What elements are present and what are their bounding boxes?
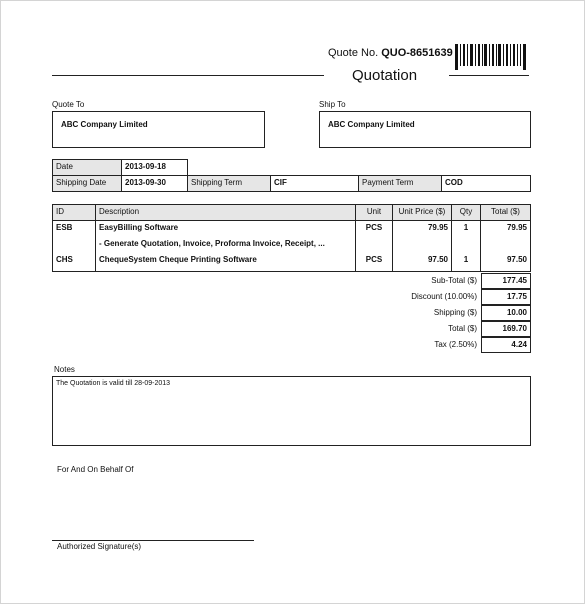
table-row-description-detail: - Generate Quotation, Invoice, Proforma Invoice, Receipt, ... — [99, 239, 325, 248]
table-row-id: ESB — [56, 223, 73, 232]
header-rule-right — [449, 75, 529, 76]
table-row-total: 97.50 — [506, 255, 527, 264]
table-row-unit: PCS — [365, 255, 383, 264]
shipping-date-value: 2013-09-30 — [121, 175, 188, 192]
discount-label: Discount (10.00%) — [411, 292, 477, 301]
quote-to-label: Quote To — [52, 100, 85, 109]
shipping-term-value: CIF — [270, 175, 359, 192]
shipping-date-label: Shipping Date — [52, 175, 122, 192]
total-label: Total ($) — [448, 324, 477, 333]
ship-to-label: Ship To — [319, 100, 346, 109]
date-label: Date — [52, 159, 122, 176]
quote-number-label: Quote No. — [328, 47, 379, 59]
tax-label: Tax (2.50%) — [434, 340, 477, 349]
behalf-text: For And On Behalf Of — [57, 465, 134, 474]
subtotal-value: 177.45 — [481, 273, 531, 289]
discount-value: 17.75 — [481, 289, 531, 305]
notes-label: Notes — [54, 365, 75, 374]
signature-line — [52, 540, 254, 541]
shipping-label: Shipping ($) — [433, 308, 477, 317]
shipping-value: 10.00 — [481, 305, 531, 321]
shipping-term-label: Shipping Term — [187, 175, 271, 192]
table-row-description: ChequeSystem Cheque Printing Software — [99, 255, 257, 264]
quote-to-name: ABC Company Limited — [61, 120, 148, 129]
quote-to-box — [52, 111, 265, 148]
table-row-total: 79.95 — [506, 223, 527, 232]
ship-to-box — [319, 111, 531, 148]
table-row-id: CHS — [56, 255, 73, 264]
table-row-description: EasyBilling Software — [99, 223, 179, 232]
table-row-unit-price: 79.95 — [427, 223, 448, 232]
header-qty: Qty — [459, 207, 473, 216]
subtotal-label: Sub-Total ($) — [431, 276, 477, 285]
ship-to-name: ABC Company Limited — [328, 120, 415, 129]
notes-box — [52, 376, 531, 446]
table-row-qty: 1 — [463, 223, 469, 232]
header-id: ID — [56, 207, 64, 216]
total-value: 169.70 — [481, 321, 531, 337]
payment-term-label: Payment Term — [358, 175, 442, 192]
quote-number — [328, 47, 453, 59]
quote-number-value: QUO-8651639 — [381, 47, 453, 59]
page-title: Quotation — [352, 67, 418, 84]
signature-label: Authorized Signature(s) — [57, 542, 142, 551]
header-rule-left — [52, 75, 324, 76]
table-row-unit: PCS — [365, 223, 383, 232]
header-total: Total ($) — [491, 207, 520, 216]
table-row-unit-price: 97.50 — [427, 255, 448, 264]
notes-text: The Quotation is valid till 28-09-2013 — [56, 380, 171, 387]
table-row-qty: 1 — [463, 255, 469, 264]
header-description: Description — [99, 207, 140, 216]
tax-value: 4.24 — [481, 337, 531, 353]
header-unit-price: Unit Price ($) — [398, 207, 446, 216]
header-unit: Unit — [366, 207, 382, 216]
payment-term-value: COD — [441, 175, 531, 192]
barcode-icon — [455, 44, 527, 70]
date-value: 2013-09-18 — [121, 159, 188, 176]
